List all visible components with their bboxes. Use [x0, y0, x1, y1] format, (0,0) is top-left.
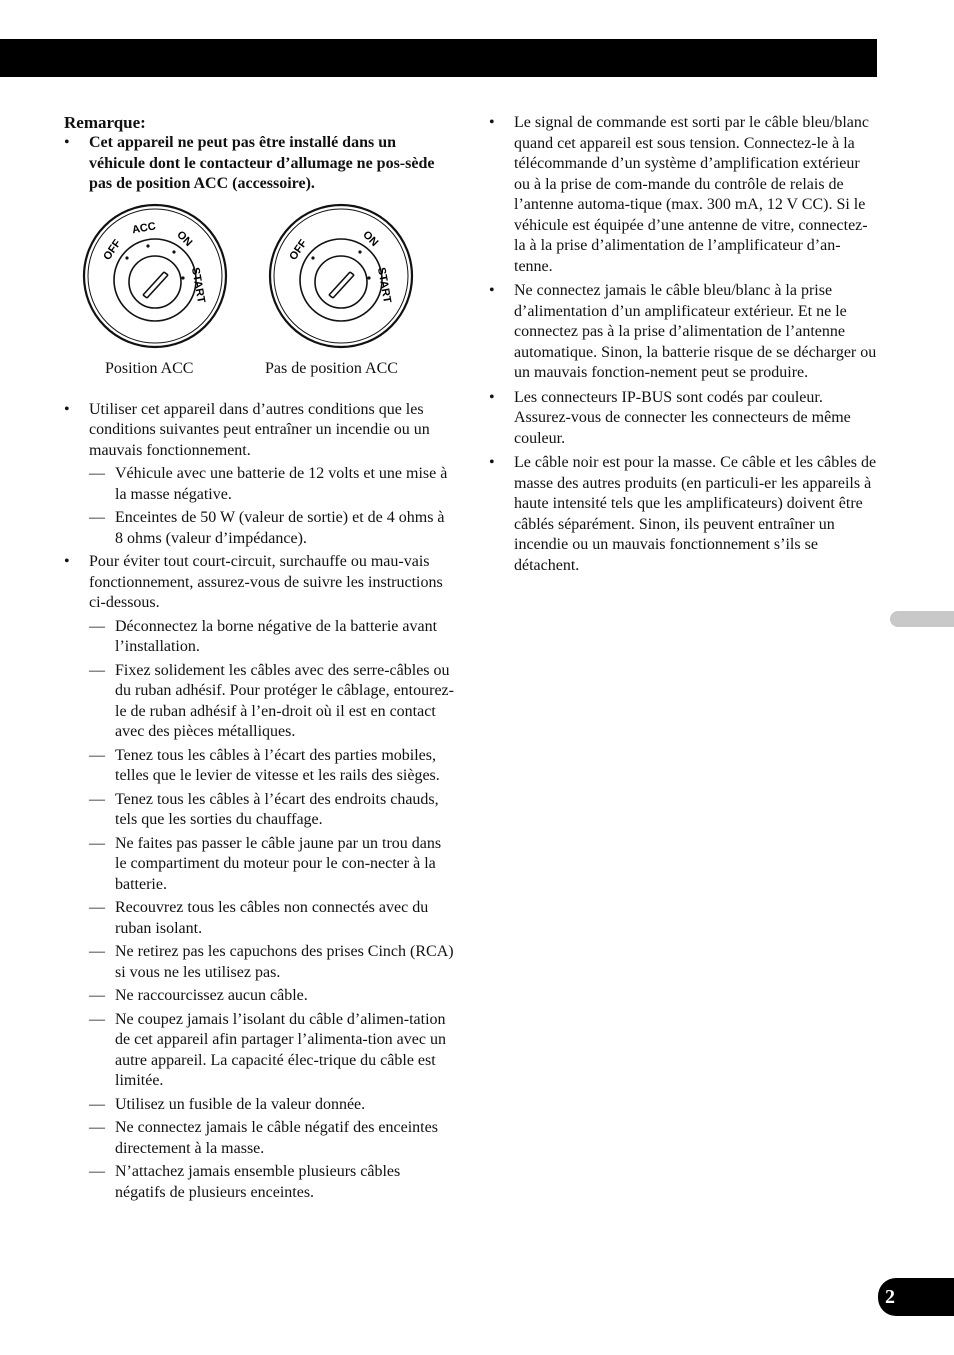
caption-acc: Position ACC [105, 359, 194, 377]
dash-item: — Tenez tous les câbles à l’écart des endroits chauds, tels que les sorties du chauffage. [89, 790, 439, 828]
acc-label: ACC [131, 219, 157, 236]
conditions-bullet [64, 400, 454, 462]
switch-acc [84, 205, 226, 347]
caption-no-acc: Pas de position ACC [265, 359, 398, 377]
dash-item: — Ne connectez jamais le câble négatif des enceintes directement à la masse. [89, 1119, 438, 1157]
instructions-bullet [64, 552, 454, 614]
list-item: • Le signal de commande est sorti par le câble bleu/blanc quand cet appareil est sous tension. Connectez-le à la télécommande d’un système d’amplification extérieur ou à la prise de com-mande du contrôle de relais de l’antenne automa-tique (max. 300 mA, 12 V CC). Si le véhicule est équipée d’une antenne de vitre, connectez-la à la prise d’alimentation de l’amplificateur d’an-tenne. [489, 114, 869, 275]
bullet-mark: • [64, 553, 70, 570]
warning-bullet [64, 133, 454, 195]
page-number: 2 [878, 1278, 954, 1316]
on-label-2: ON [360, 228, 381, 249]
dash-item: — Ne faites pas passer le câble jaune par un trou dans le compartiment du moteur pour le con-necter à la batterie. [89, 834, 442, 893]
dash-item: — Utilisez un fusible de la valeur donnée. [89, 1095, 366, 1113]
on-label: ON [174, 228, 195, 249]
dash-item: — Ne raccourcissez aucun câble. [89, 987, 308, 1004]
dash-item: — N’attachez jamais ensemble plusieurs câbles négatifs de plusieurs enceintes. [89, 1163, 401, 1201]
list-item: • Le câble noir est pour la masse. Ce câble et les câbles de masse des autres produits (en particuli-er les appareils à haute intensité tels que les amplificateurs) doivent être câblés séparément. Sinon, ils peuvent entraîner un incendie ou un mauvais fonctionnement s’ils se détachent. [489, 454, 877, 574]
list-item: • Les connecteurs IP-BUS sont codés par couleur. Assurez-vous de connecter les connecteurs de même couleur. [489, 388, 851, 447]
section-tab [890, 611, 954, 627]
dash-item: — Ne coupez jamais l’isolant du câble d’alimen-tation de cet appareil afin partager l’alimenta-tion avec un autre appareil. La capacité élec-trique du câble est limitée. [89, 1010, 446, 1089]
dash-item: — Déconnectez la borne négative de la batterie avant l’installation. [89, 617, 438, 655]
dash-item: — Fixez solidement les câbles avec des serre-câbles ou du ruban adhésif. Pour protéger le câblage, entourez-le de ruban adhésif à l’en-droit où il est en contact avec des pièces métalliques. [89, 661, 454, 740]
bullet-mark: • [64, 400, 70, 418]
dash-item: — Recouvrez tous les câbles non connectés avec du ruban isolant. [89, 899, 429, 937]
ignition-switch-figure [64, 200, 454, 400]
dash-item: — Enceintes de 50 W (valeur de sortie) et de 4 ohms à 8 ohms (valeur d’impédance). [89, 509, 445, 547]
switch-no-acc [270, 205, 412, 347]
dash-item: — Ne retirez pas les capuchons des prises Cinch (RCA) si vous ne les utilisez pas. [89, 943, 454, 981]
start-label-2: START [374, 266, 394, 304]
header-bar [0, 39, 877, 77]
warning-text: Cet appareil ne peut pas être installé dans un véhicule dont le contacteur d’allumage ne pos-sède pas de position ACC (accessoire). [89, 134, 435, 192]
instructions-text: Pour éviter tout court-circuit, surchauffe ou mau-vais fonctionnement, assurez-vous de suivre les instructions ci-dessous. [89, 553, 443, 611]
remark-heading: Remarque: [64, 113, 146, 132]
right-column [489, 113, 879, 580]
list-item: • Ne connectez jamais le câble bleu/blanc à la prise d’alimentation d’un amplificateur extérieur. Et ne le connectez pas à la prise d’alimentation de l’antenne automatique. Sinon, la batterie risque de se décharger ou un mauvais fonction-nement peut se produire. [489, 282, 877, 381]
dash-item: — Véhicule avec une batterie de 12 volts et une mise à la masse négative. [89, 465, 448, 503]
ignition-switch-diagram [64, 200, 454, 360]
off-label: OFF [101, 237, 124, 263]
conditions-text: Utiliser cet appareil dans d’autres conditions que les conditions suivantes peut entraîner un incendie ou un mauvais fonctionnement. [89, 400, 430, 459]
left-column [64, 113, 454, 1206]
dash-item: — Tenez tous les câbles à l’écart des parties mobiles, telles que le levier de vitesse et les rails des sièges. [89, 746, 440, 784]
off-label-2: OFF [287, 237, 310, 263]
start-label: START [188, 266, 208, 304]
bullet-mark: • [64, 134, 70, 151]
